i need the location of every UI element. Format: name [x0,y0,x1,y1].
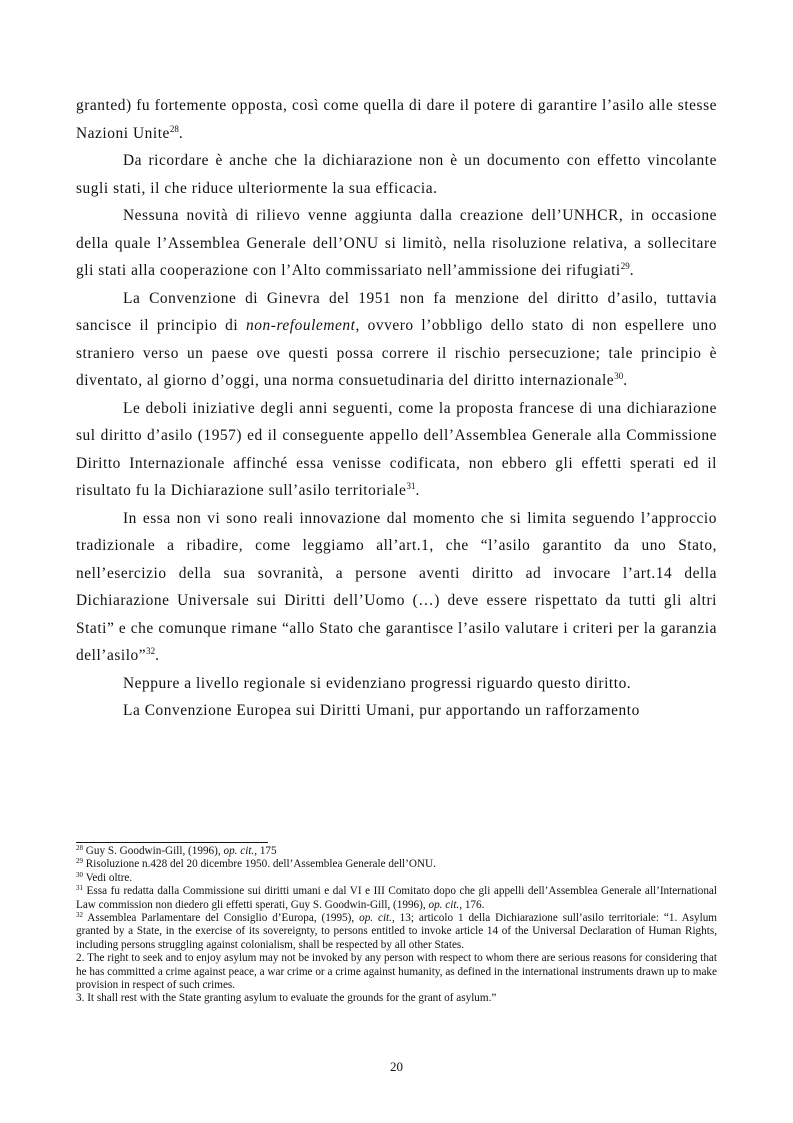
text-run: Guy S. Goodwin-Gill, (1996), [83,845,224,857]
footnote-number: 32 [76,911,83,920]
footnote-ref-30[interactable]: 30 [614,371,624,381]
text-run: 176. [462,898,485,911]
text-run: . [178,124,184,142]
footnote-number: 30 [76,870,83,879]
paragraph-4 [76,285,717,395]
footnote-ref-28[interactable]: 28 [169,123,179,134]
paragraph-3 [76,202,717,285]
footnote-32 [76,912,717,952]
text-run: . [415,482,420,499]
text-run: La Convenzione Europea sui Diritti Umani, pur apportando un rafforzamento [123,702,640,719]
paragraph-6 [76,505,717,670]
text-run: . [623,372,628,389]
paragraph-2 [76,147,717,202]
footnote-29 [76,858,717,871]
text-run: . [155,647,160,664]
text-run: 13; articolo 1 della Dichiarazione sull’asilo territoriale: “1. Asylum granted by a State, in the exercise of its sovereignty, to persons entitled to invoke article 14 of the Universal Declaration of Human Rights, including persons struggling against colonialism, shall be respected by all other States. [76,912,717,951]
text-run: La Convenzione di Ginevra del 1951 non fa menzione del diritto d’asilo, tuttavia sancisce il principio di [76,289,717,334]
italic-term: op. cit., [428,898,463,911]
footnote-32-part-3: 3. It shall rest with the State granting asylum to evaluate the grounds for the grant of asylum.” [76,992,497,1005]
text-run: , ovvero l’obbligo dello stato di non espellere uno straniero verso un paese ove questi possa correre il rischio persecuzione; tale principio è diventato, al giorno d’oggi, una norma consuetudinaria del diritto internazionale [76,317,717,389]
footnote-32-part-2: 2. The right to seek and to enjoy asylum may not be invoked by any person with respect to whom there are serious reasons for considering that he has committed a crime against peace, a war crime or a crime against humanity, as defined in the international instruments drawn up to make provision in respect of such crimes. [76,952,717,992]
text-run: . [629,262,635,279]
footnote-31 [76,885,717,912]
footnote-28 [76,845,717,858]
paragraph-8 [76,697,717,725]
text-run: Da ricordare è anche che la dichiarazione non è un documento con effetto vincolante sugli stati, il che riduce ulteriormente la sua efficacia. [76,152,717,197]
footnote-ref-32[interactable]: 32 [146,646,156,656]
text-run: Nessuna novità di rilievo venne aggiunta dalla creazione dell’UNHCR, in occasione della quale l’Assemblea Generale dell’ONU si limitò, nella risoluzione relativa, a sollecitare gli stati alla cooperazione con l’Alto commissariato nell’ammissione dei rifugiati [76,207,717,279]
footnote-number: 31 [76,884,83,893]
italic-term: non-refoulement [246,317,356,334]
italic-term: op. cit., [223,845,258,857]
paragraph-5 [76,395,717,505]
text-run: Essa fu redatta dalla Commissione sui diritti umani e dal VI e III Comitato dopo che gli appelli dell’Assemblea Generale all’International Law commission non diedero gli effetti sperati, Guy S. Goodwin-Gill, (1996), [76,885,717,911]
text-run: In essa non vi sono reali innovazione dal momento che si limita seguendo l’approccio tradizionale a ribadire, come leggiamo all’art.1, che “l’asilo garantito da uno Stato, nell’esercizio della sua sovranità, a persone aventi diritto ad invocare l’art.14 della Dichiarazione Universale sui Diritti dell’Uomo (…) deve essere rispettato da tutti gli altri Stati” e che comunque rimane “allo Stato che garantisce l’asilo valutare i criteri per la garanzia dell’asilo” [76,509,717,664]
footnote-ref-29[interactable]: 29 [620,261,630,271]
text-run: Neppure a livello regionale si evidenziano progressi riguardo questo diritto. [123,674,632,692]
footnote-number: 29 [76,857,83,866]
page-number: 20 [390,1059,403,1074]
footnote-separator [76,842,268,843]
text-run: Assemblea Parlamentare del Consiglio d’Europa, (1995), [83,912,360,925]
text-run: Le deboli iniziative degli anni seguenti, come la proposta francese di una dichiarazione sul diritto d’asilo (1957) ed il conseguente appello dell’Assemblea Generale alla Commissione Diritto Internazionale affinché essa venisse codificata, non ebbero gli effetti sperati ed il risultato fu la Dichiarazione sull’asilo territoriale [76,399,717,499]
italic-term: op. cit., [359,912,395,925]
footnote-ref-31[interactable]: 31 [406,481,416,491]
paragraph-1 [76,92,717,147]
footnotes [76,845,717,1006]
paragraph-7 [76,670,717,698]
text-run: Vedi oltre. [83,871,133,884]
text-run: 175 [257,845,277,857]
body-text [76,92,717,725]
footnote-30 [76,872,717,885]
text-run: granted) fu fortemente opposta, così come quella di dare il potere di garantire l’asilo alle stesse Nazioni Unite [76,97,717,142]
text-run: Risoluzione n.428 del 20 dicembre 1950. dell’Assemblea Generale dell’ONU. [83,858,436,871]
footnote-number: 28 [76,844,83,852]
